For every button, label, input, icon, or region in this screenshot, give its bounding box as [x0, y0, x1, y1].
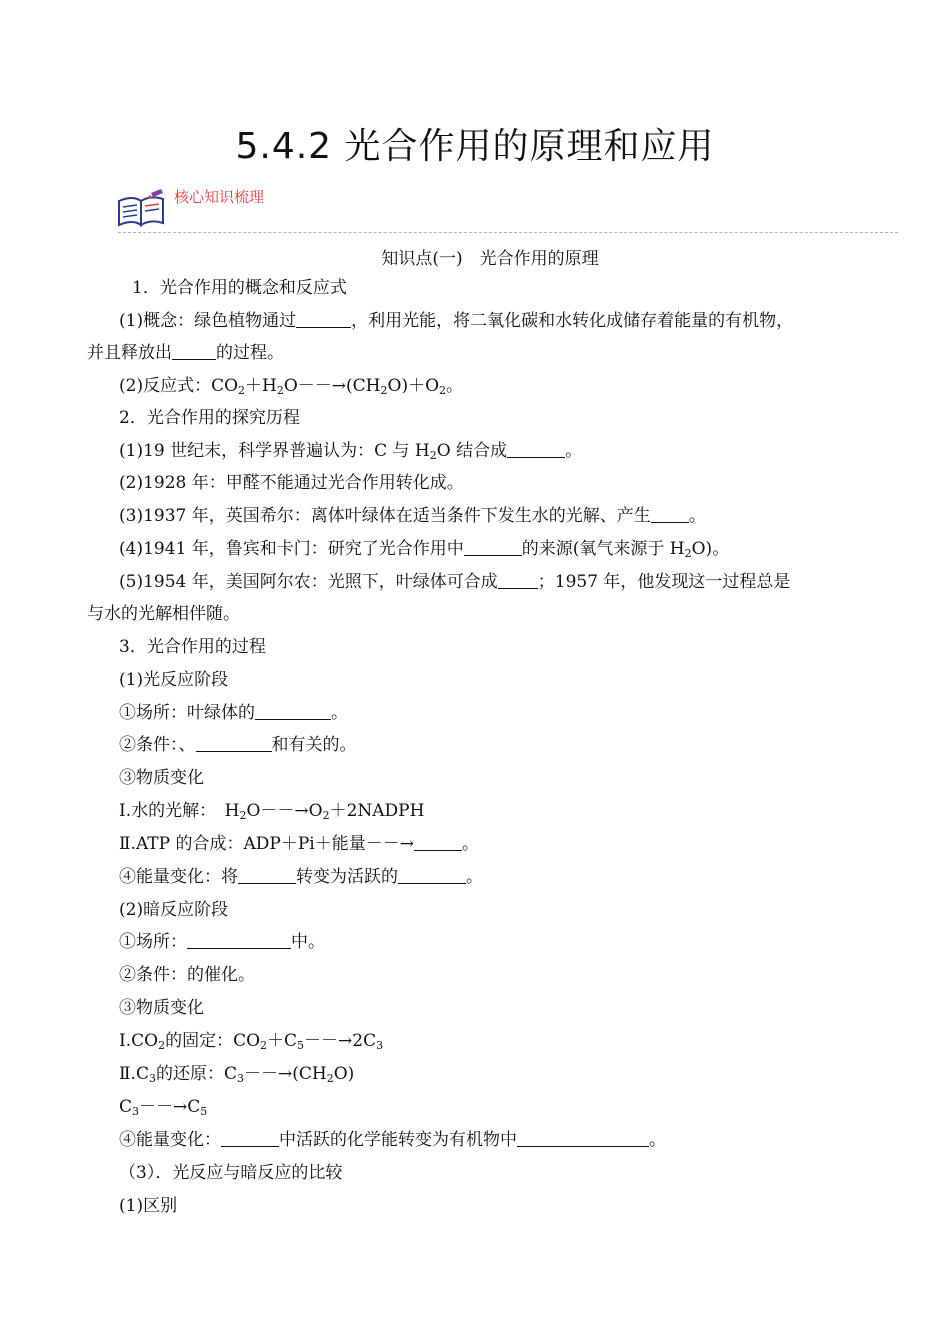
blank[interactable]	[196, 735, 272, 752]
notebook-icon	[115, 187, 167, 229]
history-4: (4)1941 年，鲁宾和卡门：研究了光合作用中 的来源(氧气来源于 $H_2O$)。	[119, 539, 730, 560]
light-energy-change: ④能量变化：将 转变为活跃的 。	[119, 867, 483, 887]
blank[interactable]	[398, 867, 466, 884]
light-conditions: ②条件：、 和有关的。	[119, 735, 357, 755]
concept-line-2: 并且释放出 的过程。	[87, 343, 284, 363]
history-5-cont: 与水的光解相伴随。	[87, 604, 240, 624]
history-1: (1)19 世纪末，科学界普遍认为：C 与 $H_2O$ 结合成 。	[119, 441, 583, 462]
blank[interactable]	[498, 572, 538, 589]
heading-concept: 1．光合作用的概念和反应式	[132, 278, 347, 298]
blank[interactable]	[296, 311, 351, 328]
dark-stage: (2)暗反应阶段	[119, 900, 229, 920]
dark-material-change: ③物质变化	[119, 998, 204, 1018]
blank[interactable]	[187, 932, 291, 949]
blank[interactable]	[517, 1130, 649, 1147]
blank[interactable]	[414, 834, 462, 851]
concept-line-1: (1)概念：绿色植物通过 ，利用光能，将二氧化碳和水转化成储存着能量的有机物，	[119, 311, 794, 331]
heading-history: 2．光合作用的探究历程	[119, 408, 300, 428]
history-2: (2)1928 年：甲醛不能通过光合作用转化成。	[119, 473, 464, 493]
dark-conditions: ②条件：的催化。	[119, 965, 255, 985]
page-title: 5.4.2 光合作用的原理和应用	[235, 126, 715, 167]
blank[interactable]	[651, 506, 689, 523]
differences: (1)区别	[119, 1196, 178, 1216]
blank[interactable]	[238, 867, 296, 884]
blank[interactable]	[507, 441, 565, 458]
divider	[118, 232, 898, 233]
reaction-equation: (2)反应式：$CO_2+H_2O--\to(CH_2O)+O_2$。	[119, 376, 464, 397]
heading-process: 3．光合作用的过程	[119, 637, 266, 657]
dark-energy-change: ④能量变化： 中活跃的化学能转变为有机物中 。	[119, 1130, 666, 1150]
c3-reduction: $Ⅱ.C_3$的还原：$C_3--\to(CH_2O)$	[119, 1064, 355, 1085]
atp-synthesis: Ⅱ.ATP 的合成：ADP＋Pi＋能量－－→ 。	[119, 834, 479, 854]
c3-to-c5: $C_3--\to C_5$	[119, 1097, 208, 1118]
dark-location: ①场所： 中。	[119, 932, 325, 952]
light-stage: (1)光反应阶段	[119, 670, 229, 690]
blank[interactable]	[221, 1130, 279, 1147]
section-heading: 知识点(一) 光合作用的原理	[381, 249, 599, 269]
blank[interactable]	[464, 539, 522, 556]
heading-comparison: （3）．光反应与暗反应的比较	[119, 1163, 343, 1183]
blank[interactable]	[255, 703, 331, 720]
section-badge-label: 核心知识梳理	[174, 188, 265, 206]
water-photolysis: Ⅰ.水的光解： $H_2O--\to O_2+2NADPH$	[119, 801, 425, 822]
history-5: (5)1954 年，美国阿尔农：光照下，叶绿体可合成 ；1957 年，他发现这一过程总是	[119, 572, 791, 592]
light-material-change: ③物质变化	[119, 768, 204, 788]
blank[interactable]	[172, 343, 216, 360]
co2-fixation: $Ⅰ.CO_2$的固定：$CO_2+C_5--\to 2C_3$	[119, 1031, 384, 1052]
history-3: (3)1937 年，英国希尔：离体叶绿体在适当条件下发生水的光解、产生 。	[119, 506, 706, 526]
light-location: ①场所：叶绿体的 。	[119, 703, 348, 723]
